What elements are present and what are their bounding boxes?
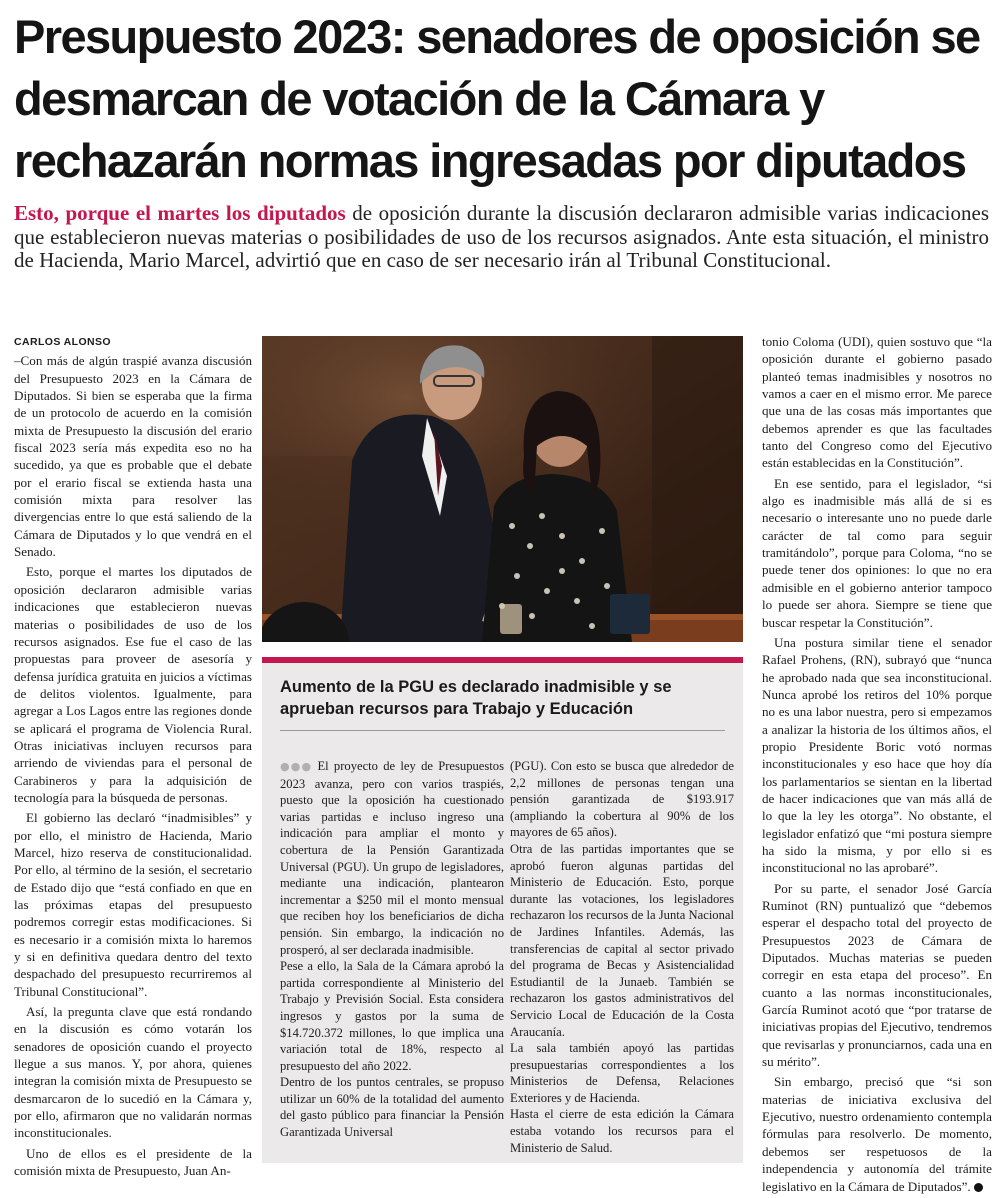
sidebar-box	[262, 657, 743, 1163]
paragraph: Por su parte, el senador José García Ruminot (RN) puntualizó que “debemos esperar el despacho total del proyecto de Presupuestos 2023 de Cámara de Diputados. Muchas materias se pueden corregir en esta etapa del proceso”. En cuanto a las normas inconstitucionales, García Ruminot acotó que “por tratarse de iniciativas propias del Ejecutivo, tendremos que revisarlas y pronunciarnos, cada una en su mérito”.	[762, 880, 992, 1070]
paragraph: Otra de las partidas importantes que se aprobó fueron algunas partidas del Ministerio de Educación. Esto, porque durante las votaciones, los legisladores rechazaron los recursos de la Junta Nacional de Jardines Infantiles. Además, las transferencias de capital al sector privado del programa de Becas y Asistencialidad Estudiantil de la Junaeb. También se rechazaron los gastos administrativos del Servicio Local de Educación de la Costa Araucanía.	[510, 841, 734, 1039]
paragraph: tonio Coloma (UDI), quien sostuvo que “la oposición durante el gobierno pasado planteó temas inadmisibles y nosotros no vamos a caer en el mismo error. Me parece que una de las cosas más importantes que debemos aprender es que las facultades tanto del Congreso como del Ejecutivo están establecidas en la Constitución”.	[762, 334, 992, 471]
paragraph: Uno de ellos es el presidente de la comisión mixta de Presupuesto, Juan An-	[14, 1145, 252, 1179]
paragraph: En ese sentido, para el legislador, “si algo es inadmisible más allá de si es necesario o interesante uno no puede darle carácter de tal como para seguir tramitándolo”, porque para Coloma, “no se puede tener dos opiniones: lo que no era admisible en el gobierno anterior tampoco lo puede ser ahora. Siempre se tiene que buscar respetar la Constitución”.	[762, 475, 992, 630]
divider	[280, 730, 725, 731]
article-column-right	[762, 333, 992, 1198]
sidebar-box-title: Aumento de la PGU es declarado inadmisible y se aprueban recursos para Trabajo y Educación	[280, 678, 672, 718]
paragraph: –Con más de algún traspié avanza discusión del Presupuesto 2023 en la Cámara de Diputados. Si bien se esperaba que la firma de un protocolo de acuerdo en la comisión mixta de Presupuesto la discusión del erario fiscal 2023 sería más expedita eso no ha sucedido, ya que es probable que el debate por el erario fiscal se extienda hasta una comisión mixta para resolver las divergencias entre lo que está saliendo de la Cámara de Diputados y lo que vendrá en el Senado.	[14, 353, 252, 560]
lead-text: de oposición durante la discusión declararon admisible varias indicaciones que establecieron nuevas materias o posibilidades de uso de los recursos asignados. Ante esta situación, el ministro de Hacienda, Mario Marcel, advirtió que en caso de ser necesario irán al Tribunal Constitucional.	[14, 201, 989, 272]
paragraph: Esto, porque el martes los diputados de oposición declararon admisible varias indicaciones que establecieron nuevas materias o posibilidades de uso de los recursos asignados. Ese fue el caso de las propuestas para proveer de asesoría y defensa jurídica gratuita en juicios a víctimas de delitos violentos. Igualmente, para agregar a Los Lagos entre las regiones donde se aplicará el programa de Violencia Rural. Otras iniciativas incluyen recursos para arriendo de viviendas para el personal de Carabineros y para la adquisición de tecnología para la búsqueda de personas.	[14, 564, 252, 805]
headline: Presupuesto 2023: senadores de oposición se desmarcan de votación de la Cámara y rechazarán normas ingresadas por diputados	[14, 10, 980, 187]
paragraph: El gobierno las declaró “inadmisibles” y por ello, el ministro de Hacienda, Mario Marcel, hizo reserva de constitucionalidad. Por ello, al término de la sesión, el secretario de Estado dijo que “está confiado en que en las próximas etapas del presupuesto podremos corregir estas modificaciones. Si es necesario ir a comisión mixta lo haremos y si en definitiva quedara dentro del texto despachado del presupuesto recurriremos al Tribunal Constitucional”.	[14, 810, 252, 999]
paragraph: Pese a ello, la Sala de la Cámara aprobó la partida correspondiente al Ministerio del Trabajo y Previsión Social. Esta considera ingresos y gastos por la suma de $14.720.372 millones, lo que implica una variación total de 18%, respecto al presupuesto del año 2022.	[280, 959, 504, 1073]
news-photo	[262, 336, 743, 642]
paragraph-text: El proyecto de ley de Presupuestos 2023 avanza, pero con varios traspiés, puesto que la oposición ha cuestionado varias partidas e incluso ingreso una indicación para ampliar el monto y cobertura de la Pensión Garantizada Universal (PGU). Un grupo de legisladores, mediante una indicación, plantearon incrementar a $250 mil el monto mensual que reciben hoy los beneficiarios de dicha pensión. Sin embargo, la indicación no prosperó, al ser declarada inadmisible.	[280, 759, 504, 957]
byline: CARLOS ALONSO	[14, 336, 111, 348]
paragraph-text: Sin embargo, precisó que “si son materias de iniciativa exclusiva del Ejecutivo, nuestro ordenamiento contempla fórmulas para resolverlo. De momento, debemos ser respetuosos de la independencia y autonomía del trámite legislativo en la Cámara de Diputados”.	[762, 1074, 992, 1194]
paragraph: La sala también apoyó las partidas presupuestarias correspondientes a los Ministerios de Defensa, Relaciones Exteriores y de Hacienda.	[510, 1041, 734, 1105]
paragraph	[280, 758, 504, 958]
photo-illustration	[262, 336, 743, 642]
bullet-dots-icon: ●●●	[280, 760, 313, 773]
paragraph: Una postura similar tiene el senador Rafael Prohens, (RN), subrayó que “nunca he aprobado nada que sea inconstitucional. Nunca aprobé los retiros del 10% porque no es una labor nuestra, pero si empezamos a analizar la historia de los últimos años, el propio Presidente Boric votó normas inconstitucionales y eso hace que hoy día los parlamentarios se sientan en la libertad de hacer indicaciones que van más allá de lo que la ley les otorga”. No obstante, el legislador enfatizó que “mi postura siempre ha sido la misma, y por ello si es inconstitucional no las aprobaré”.	[762, 634, 992, 876]
lead-highlight: Esto, porque el martes los diputados	[14, 201, 346, 225]
end-mark-icon: P	[974, 1183, 983, 1192]
paragraph: Así, la pregunta clave que está rondando en la discusión es cómo votarán los senadores de oposición cuando el proyecto llegue a sus manos. Y, por ahora, quienes integran la comisión mixta de Presupuesto se desmarcaron de lo sucedió en la Cámara y, por ello, afirmaron que no validarán normas inconstitucionales.	[14, 1004, 252, 1141]
paragraph: (PGU). Con esto se busca que alrededor de 2,2 millones de personas tengan una pensión garantizada de $193.917 (ampliando la cobertura al 90% de los mayores de 65 años).	[510, 759, 734, 840]
article-column-left	[14, 334, 252, 1183]
paragraph: Hasta el cierre de esta edición la Cámara estaba votando los recursos para el Ministerio de Salud.	[510, 1107, 734, 1155]
sidebar-column-right	[510, 758, 734, 1156]
paragraph	[762, 1073, 992, 1194]
sidebar-column-left	[280, 758, 504, 1141]
paragraph: Dentro de los puntos centrales, se propuso utilizar un 60% de la totalidad del aumento del gasto público para financiar la Pensión Garantizada Universal	[280, 1075, 504, 1140]
lead-paragraph	[14, 202, 989, 273]
